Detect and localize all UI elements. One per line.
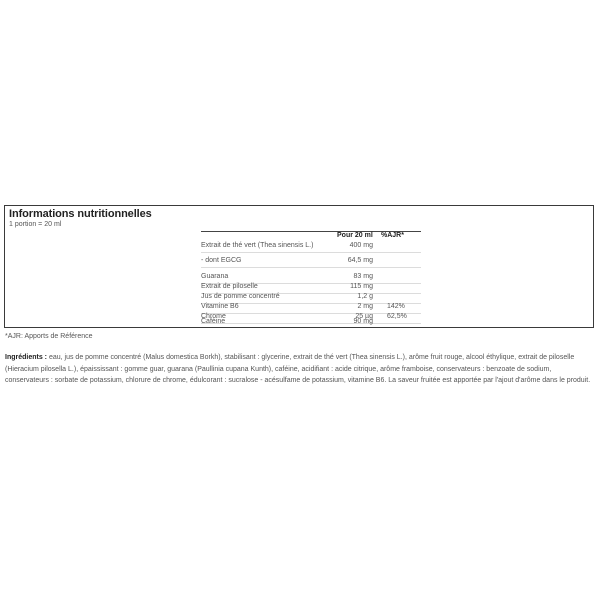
nutrient-name: Jus de pomme concentré — [201, 293, 280, 300]
nutrition-panel — [4, 205, 594, 328]
nutrition-row — [201, 242, 421, 252]
nutrient-name: Caféine — [201, 318, 226, 325]
ingredients-label: Ingrédients : — [5, 354, 48, 361]
nutrition-row — [201, 303, 421, 313]
nutrient-name: Guarana — [201, 273, 229, 280]
nutrition-row — [201, 273, 421, 283]
nutrient-value: 64,5 mg — [347, 257, 373, 264]
nutrient-value: 2 mg — [357, 303, 373, 310]
nutrient-value: 1,2 g — [357, 293, 373, 300]
column-header-per-serving: Pour 20 ml — [337, 232, 373, 239]
nutrition-row — [201, 283, 421, 293]
nutrient-name: Vitamine B6 — [201, 303, 239, 310]
row-divider — [201, 267, 421, 268]
nutrient-ajr: 142% — [387, 303, 405, 310]
nutrition-title: Informations nutritionnelles — [9, 208, 152, 220]
nutrient-value: 83 mg — [353, 273, 373, 280]
nutrient-name: Extrait de thé vert (Thea sinensis L.) — [201, 242, 314, 249]
nutrient-value: 400 mg — [349, 242, 373, 249]
ingredients-text: eau, jus de pomme concentré (Malus domestica Borkh), stabilisant : glycerine, extrait de thé vert (Thea sinensis L.), arôme fruit rouge, alcool éthylique, extrait de piloselle (Hieracium pilosella L.), épaississant : gomme guar, guarana (Paullinia cupana Kunth), caféine, acidifiant : acide citrique, arôme framboise, conservateurs : benzoate de sodium, conservateurs : sorbate de potassium, chlorure de chrome, édulcorant : sucralose - acésulfame de potassium, vitamine B6. La saveur fruitée est apportée par l'ajout d'arôme dans le produit. — [5, 354, 591, 384]
ingredients-paragraph — [5, 352, 595, 387]
row-divider — [201, 252, 421, 253]
ajr-footnote: *AJR: Apports de Référence — [5, 333, 93, 340]
nutrient-value: 25 µg — [355, 313, 373, 320]
nutrient-name: Extrait de piloselle — [201, 283, 258, 290]
nutrient-value: 115 mg — [350, 283, 373, 290]
nutrition-row — [201, 293, 421, 303]
nutrient-ajr: 62,5% — [387, 313, 407, 320]
portion-size: 1 portion = 20 ml — [9, 221, 62, 228]
column-header-ajr: %AJR* — [381, 232, 404, 239]
nutrition-row — [201, 257, 421, 267]
nutrition-row — [201, 319, 421, 328]
nutrient-name: - dont EGCG — [201, 257, 242, 264]
nutrient-value: 90 mg — [353, 318, 373, 325]
nutrient-name: Chrome — [201, 313, 226, 320]
